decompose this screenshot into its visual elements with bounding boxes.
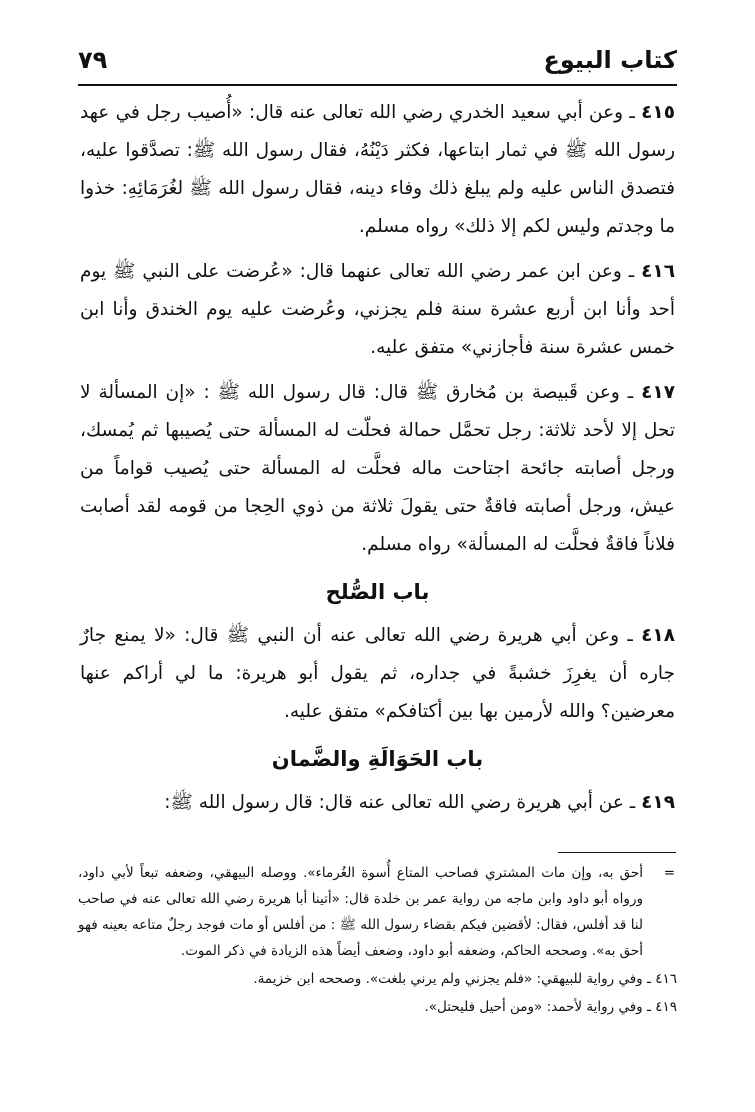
hadith-text: ـ عن أبي هريرة رضي الله تعالى عنه قال: قال رسول الله ﷺ: (164, 792, 636, 813)
chapter-heading-sulh: باب الصُّلح (325, 580, 430, 604)
hadith-number: ٤١٦ (641, 261, 675, 282)
hadith-number: ٤١٧ (641, 382, 675, 403)
hadith-419 (80, 784, 675, 822)
hadith-text: ـ وعن ابن عمر رضي الله تعالى عنهما قال: «عُرضت على النبي ﷺ يوم أحد وأنا ابن أربع عشرة سنة فلم يجزني، وعُرضت عليه يوم الخندق وأنا ابن خمس عشرة سنة فأجازني» متفق عليه. (80, 261, 675, 358)
footnote-continuation (78, 860, 677, 964)
main-text (80, 94, 675, 829)
page-number: ٧٩ (78, 46, 108, 74)
hadith-415 (80, 94, 675, 246)
hadith-number: ٤١٥ (641, 102, 676, 123)
hadith-number: ٤١٩ (641, 792, 675, 813)
header-rule (78, 84, 677, 86)
hadith-417 (80, 374, 675, 564)
footnote-419: ٤١٩ ـ وفي رواية لأحمد: «ومن أحيل فليحتل». (424, 999, 677, 1015)
continuation-marker: = (663, 865, 675, 881)
running-title: كتاب البيوع (543, 46, 677, 74)
footnote-416: ٤١٦ ـ وفي رواية للبيهقي: «فلم يجزني ولم يرني بلغت». وصححه ابن خزيمة. (253, 971, 677, 987)
footnote-rule (558, 852, 676, 853)
hadith-418 (80, 617, 675, 731)
hadith-text: ـ وعن أبي سعيد الخدري رضي الله تعالى عنه قال: «أُصيب رجل في عهد رسول الله ﷺ في ثمار ابتاعها، فكثر دَيْنُهُ، فقال رسول الله ﷺ: تصدَّقوا عليه، فتصدق الناس عليه ولم يبلغ ذلك وفاء دينه، فقال رسول الله ﷺ لغُرَمَائِهِ: خذوا ما وجدتم وليس لكم إلا ذلك» رواه مسلم. (80, 102, 675, 237)
chapter-heading-hawala: باب الحَوَالَةِ والضَّمان (271, 747, 484, 771)
footnotes (78, 860, 677, 1020)
hadith-text: ـ وعن قَبيصة بن مُخارق ﷺ قال: قال رسول الله ﷺ : «إن المسألة لا تحل إلا لأحد ثلاثة: رجل تحمَّل حمالة فحلّت له المسألة حتى يُصيبها ثم يُمسك، ورجل أصابته جائحة اجتاحت ماله فحلَّت له المسألة حتى يُصيب قواماً من عيش، ورجل أصابته فاقةٌ حتى يقولَ ثلاثة من ذوي الحِجا من قومه لقد أصابت فلاناً فاقةٌ فحلَّت له المسألة» رواه مسلم. (80, 382, 675, 555)
page-header (78, 38, 677, 82)
footnote-text: أحق به، وإن مات المشتري فصاحب المتاع أُسوة الغُرماء». ووصله البيهقي، وضعفه تبعاً لأبي داود، ورواه أبو داود وابن ماجه من رواية عمر بن خلدة قال: «أتينا أبا هريرة رضي الله تعالى عنه في صاحب لنا قد أفلس، فقال: لأقضين فيكم بقضاء رسول الله ﷺ : من أفلس أو مات فوجد رجلٌ متاعه بعينه فهو أحق به». وصححه الحاكم، وضعفه أبو داود، وضعف أيضاً هذه الزيادة في ذكر الموت. (78, 865, 643, 959)
hadith-416 (80, 253, 675, 367)
hadith-text: ـ وعن أبي هريرة رضي الله تعالى عنه أن النبي ﷺ قال: «لا يمنع جارٌ جاره أن يغرِزَ خشبةً في جداره، ثم يقول أبو هريرة: ما لي أراكم عنها معرضين؟ والله لأرمين بها بين أكتافكم» متفق عليه. (80, 625, 675, 722)
hadith-number: ٤١٨ (641, 625, 675, 646)
